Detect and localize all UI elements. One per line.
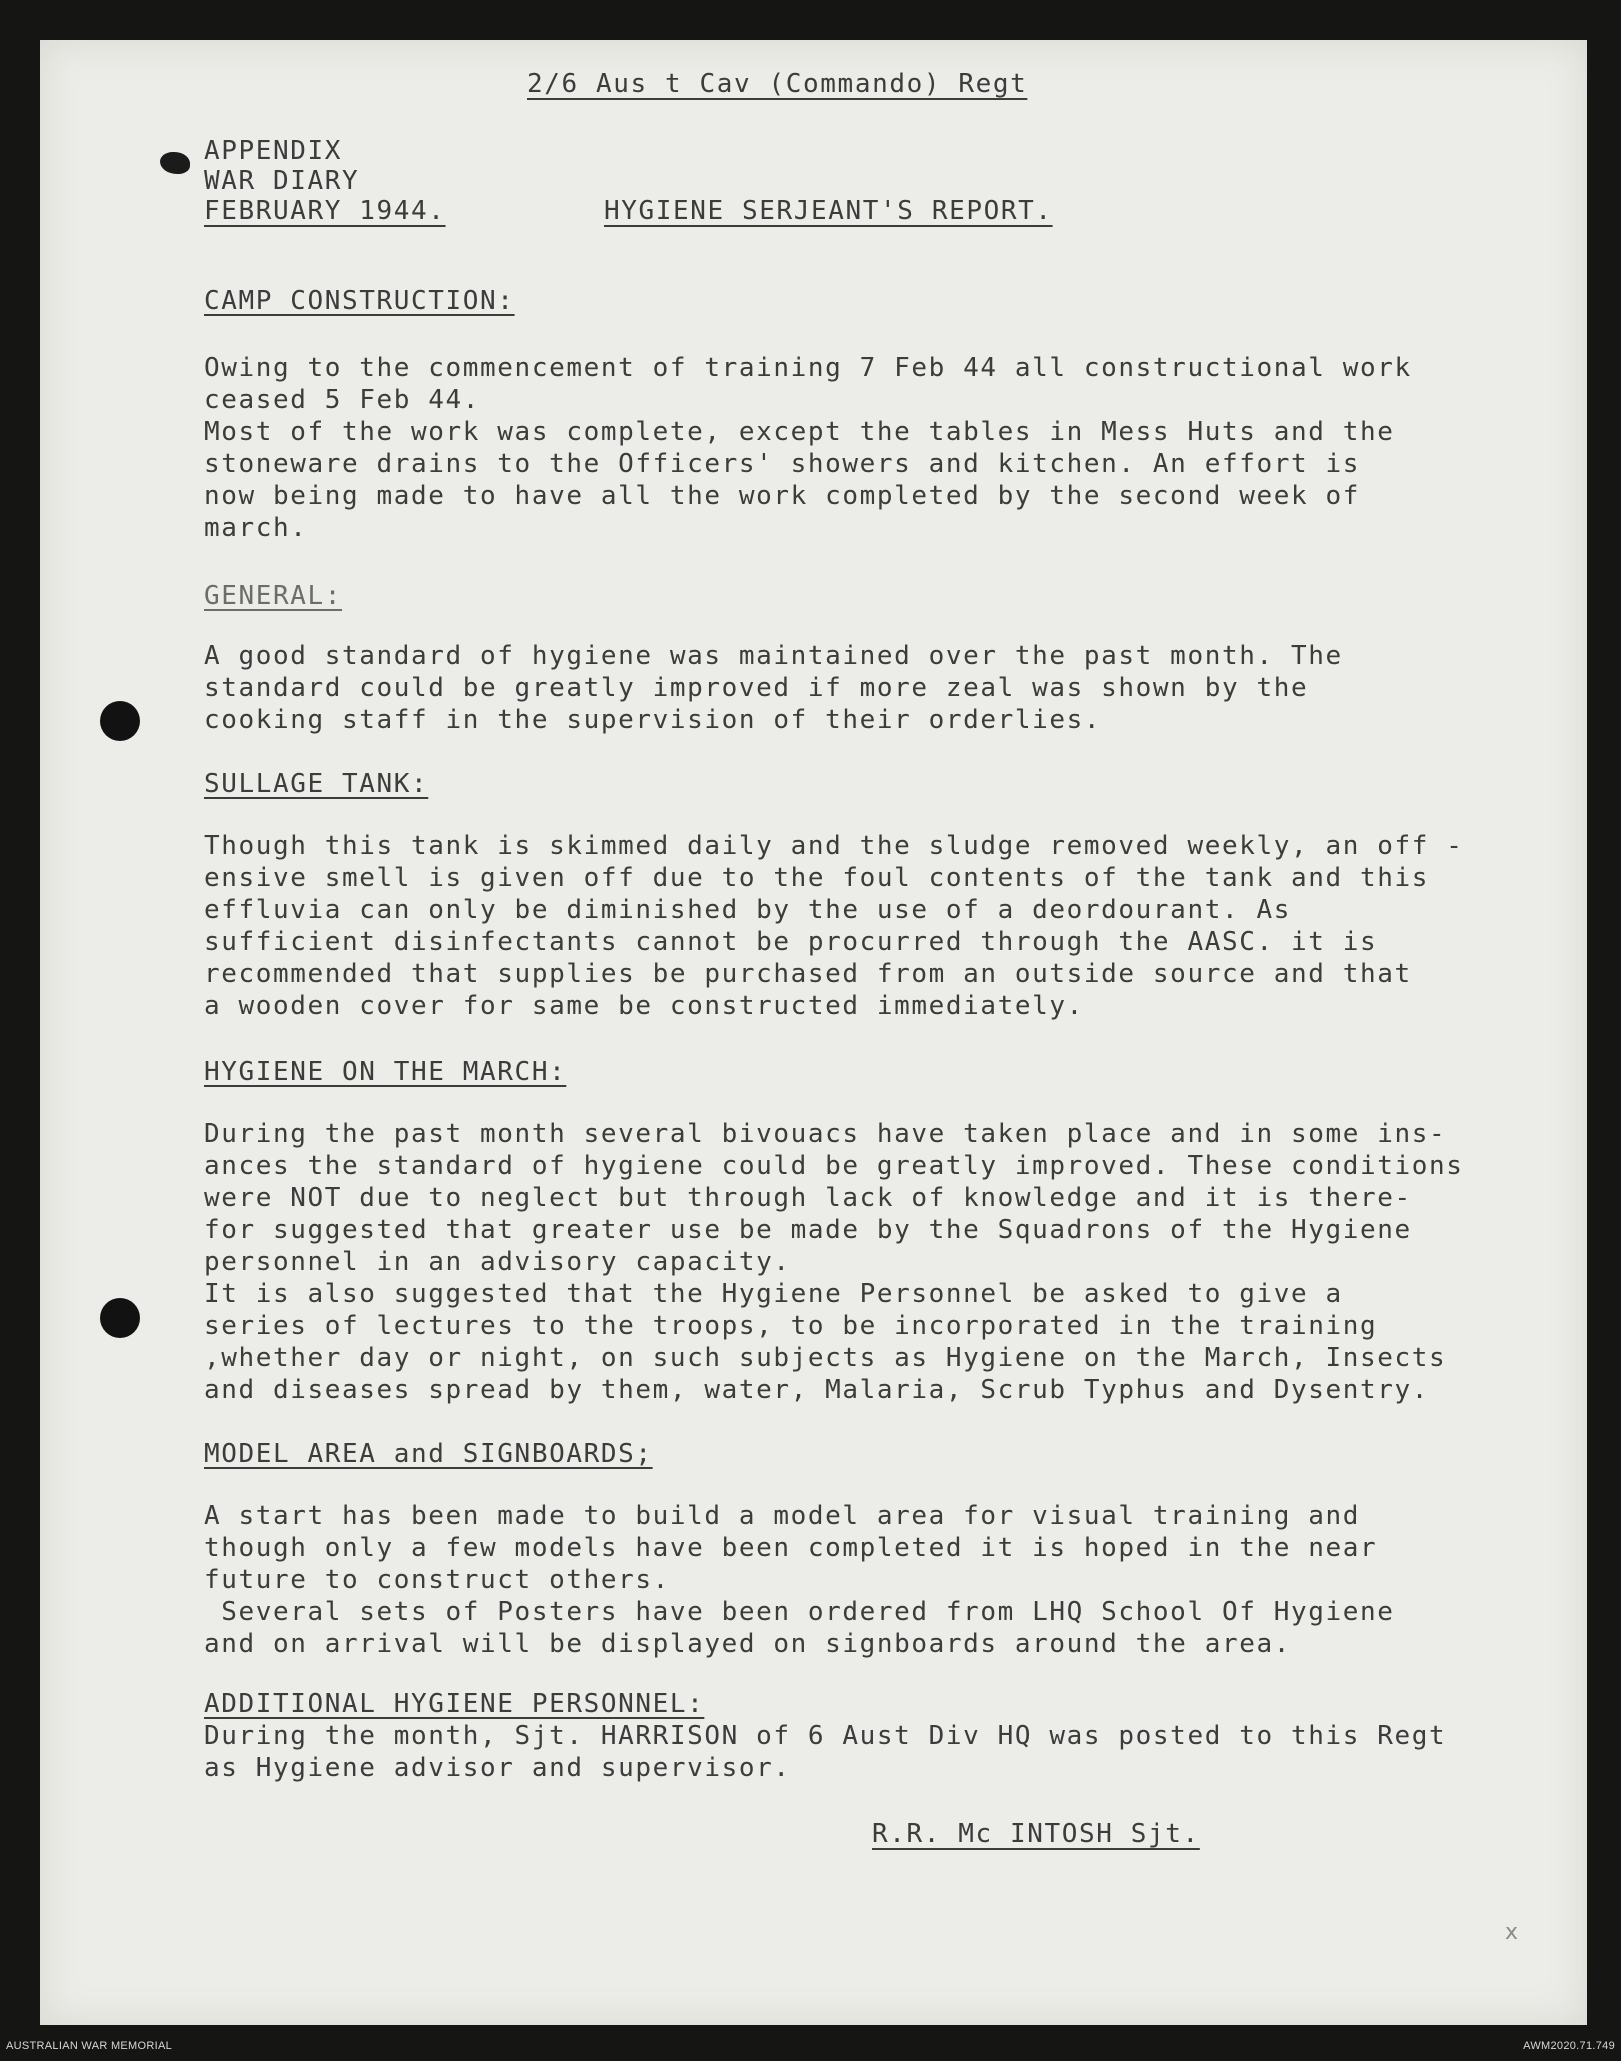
paragraph-line: A start has been made to build a model area for visual training and (204, 1501, 1360, 1531)
paragraph-line: for suggested that greater use be made by the Squadrons of the Hygiene (204, 1215, 1412, 1245)
paragraph-line: It is also suggested that the Hygiene Personnel be asked to give a (204, 1279, 1343, 1309)
paragraph-line: cooking staff in the supervision of their orderlies. (204, 705, 1102, 735)
paragraph-line: Several sets of Posters have been ordered from LHQ School Of Hygiene (204, 1597, 1395, 1627)
ink-blot (160, 152, 190, 174)
punch-hole-lower (100, 1298, 140, 1338)
paragraph-line: Most of the work was complete, except the tables in Mess Huts and the (204, 417, 1395, 447)
paragraph-line: though only a few models have been completed it is hoped in the near (204, 1533, 1378, 1563)
paragraph-line: were NOT due to neglect but through lack of knowledge and it is there- (204, 1183, 1412, 1213)
paragraph-line: ceased 5 Feb 44. (204, 385, 481, 415)
paragraph-line: series of lectures to the troops, to be incorporated in the training (204, 1311, 1378, 1341)
paragraph-line: as Hygiene advisor and supervisor. (204, 1753, 791, 1783)
typed-report (40, 40, 1587, 2025)
section-heading-general: GENERAL: (204, 581, 343, 611)
paragraph-line: ensive smell is given off due to the foul contents of the tank and this (204, 863, 1429, 893)
paragraph-line: personnel in an advisory capacity. (204, 1247, 791, 1277)
paragraph-line: ,whether day or night, on such subjects as Hygiene on the March, Insects (204, 1343, 1447, 1373)
paragraph-line: march. (204, 513, 308, 543)
paragraph-line: A good standard of hygiene was maintained over the past month. The (204, 641, 1343, 671)
punch-hole-upper (100, 701, 140, 741)
paragraph-line: future to construct others. (204, 1565, 670, 1595)
paragraph-line: ances the standard of hygiene could be greatly improved. These conditions (204, 1151, 1464, 1181)
paragraph-line: and diseases spread by them, water, Malaria, Scrub Typhus and Dysentry. (204, 1375, 1429, 1405)
archive-credit: AUSTRALIAN WAR MEMORIAL (6, 2040, 173, 2052)
section-heading-model: MODEL AREA and SIGNBOARDS; (204, 1439, 653, 1469)
war-diary-label: WAR DIARY (204, 166, 360, 196)
report-date: FEBRUARY 1944. (204, 196, 446, 226)
paragraph-line: During the month, Sjt. HARRISON of 6 Aust Div HQ was posted to this Regt (204, 1721, 1447, 1751)
paragraph-line: During the past month several bivouacs have taken place and in some ins- (204, 1119, 1447, 1149)
archive-reference: AWM2020.71.749 (1523, 2040, 1615, 2052)
section-heading-sullage: SULLAGE TANK: (204, 769, 429, 799)
paragraph-line: Though this tank is skimmed daily and the sludge removed weekly, an off - (204, 831, 1464, 861)
section-heading-march: HYGIENE ON THE MARCH: (204, 1057, 567, 1087)
paragraph-line: recommended that supplies be purchased from an outside source and that (204, 959, 1412, 989)
signature-block: R.R. Mc INTOSH Sjt. (872, 1819, 1200, 1849)
paragraph-line: sufficient disinfectants cannot be procurred through the AASC. it is (204, 927, 1378, 957)
corner-pencil-mark: x (1505, 1920, 1519, 1945)
section-heading-additional: ADDITIONAL HYGIENE PERSONNEL: (204, 1689, 705, 1719)
paragraph-line: and on arrival will be displayed on signboards around the area. (204, 1629, 1291, 1659)
unit-title: 2/6 Aus t Cav (Commando) Regt (527, 69, 1028, 99)
paragraph-line: stoneware drains to the Officers' showers and kitchen. An effort is (204, 449, 1360, 479)
paragraph-line: standard could be greatly improved if more zeal was shown by the (204, 673, 1309, 703)
paragraph-line: a wooden cover for same be constructed immediately. (204, 991, 1084, 1021)
paragraph-line: effluvia can only be diminished by the use of a deordourant. As (204, 895, 1291, 925)
section-heading-camp: CAMP CONSTRUCTION: (204, 286, 515, 316)
paragraph-line: now being made to have all the work completed by the second week of (204, 481, 1360, 511)
document-page (40, 40, 1587, 2025)
report-title: HYGIENE SERJEANT'S REPORT. (604, 196, 1053, 226)
appendix-label: APPENDIX (204, 136, 343, 166)
paragraph-line: Owing to the commencement of training 7 Feb 44 all constructional work (204, 353, 1412, 383)
